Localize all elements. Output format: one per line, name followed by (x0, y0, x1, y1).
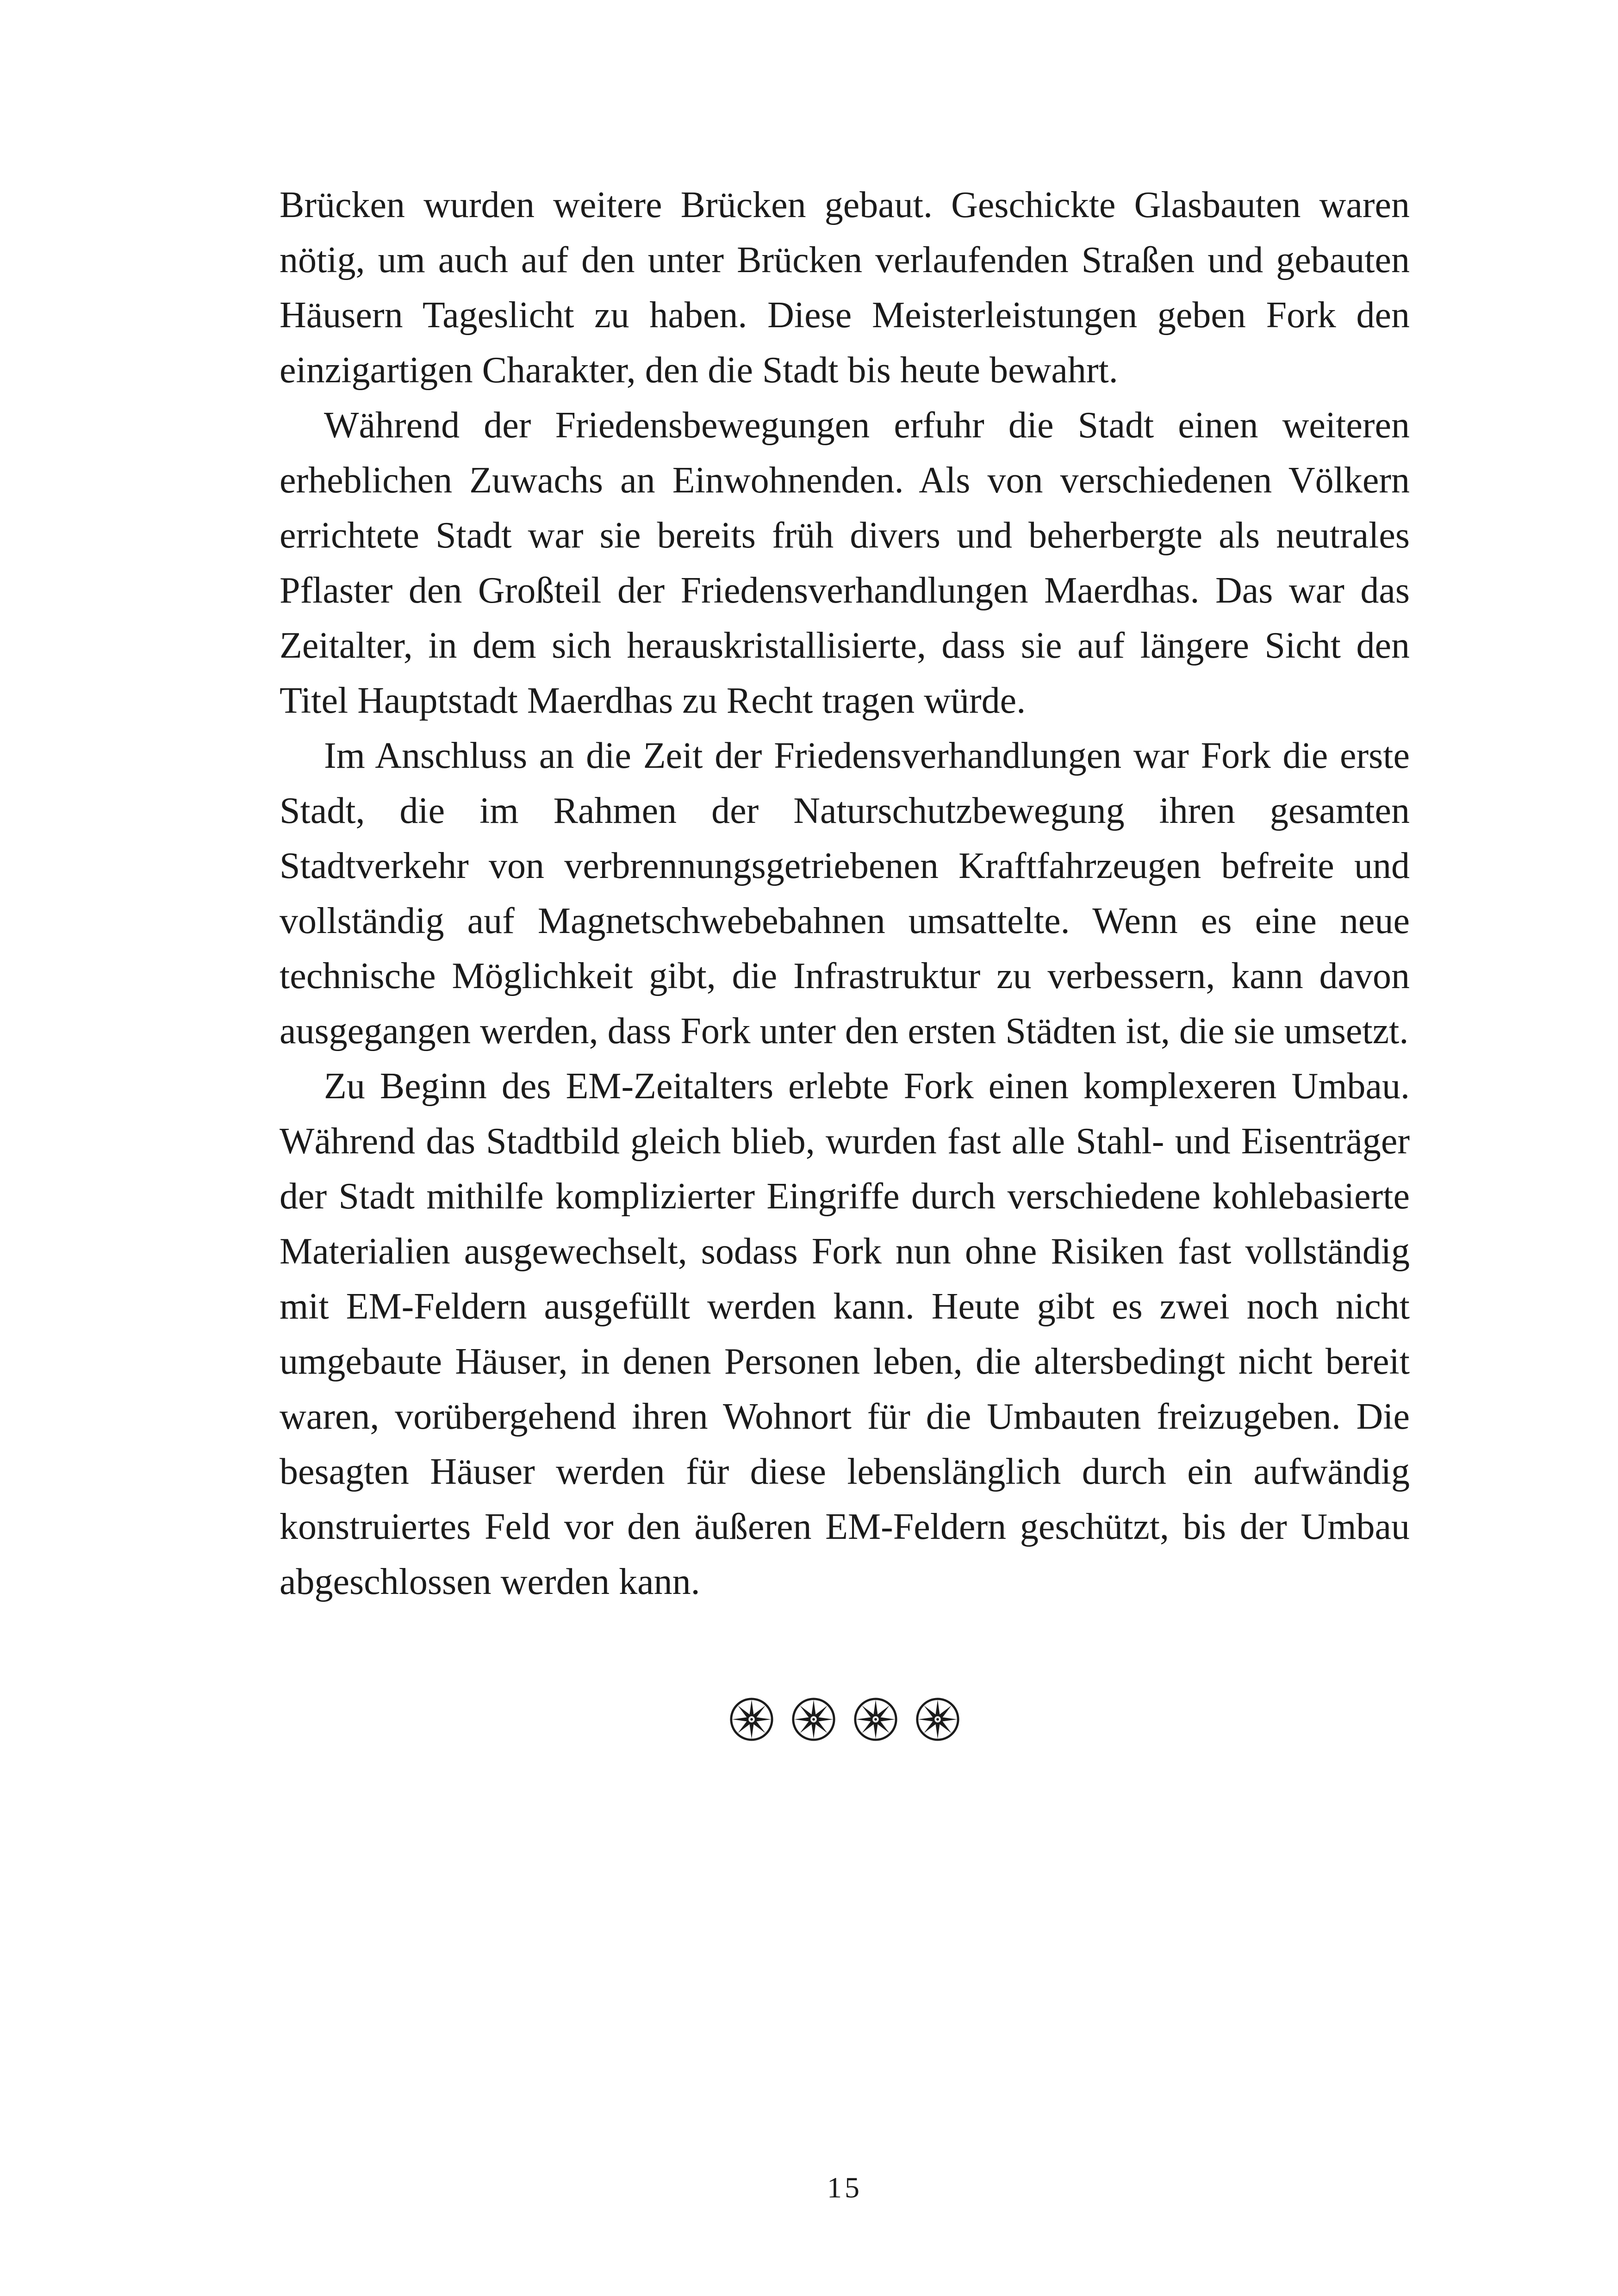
section-divider-ornament-row (280, 1688, 1410, 1743)
page-number: 15 (827, 2171, 862, 2204)
circled-eight-pointed-star-icon (915, 1697, 960, 1742)
circled-eight-pointed-star-icon (791, 1697, 836, 1742)
paragraph: Zu Beginn des EM-Zeitalters erlebte Fork einen komplexeren Umbau. Während das Stadtbild gleich blieb, wurden fast alle Stahl- und Eisenträger der Stadt mithilfe komplizierter Eingriffe durch verschiedene kohlebasierte Materialien ausgewechselt, sodass Fork nun ohne Risiken fast vollständig mit EM-Feldern ausgefüllt werden kann. Heute gibt es zwei noch nicht umgebaute Häuser, in denen Personen leben, die altersbedingt nicht bereit waren, vorübergehend ihren Wohnort für die Umbauten freizugeben. Die besagten Häuser werden für diese lebenslänglich durch ein aufwändig konstruiertes Feld vor den äußeren EM-Feldern geschützt, bis der Umbau abgeschlossen werden kann. (280, 1066, 1410, 1602)
body-text (280, 178, 1410, 1743)
paragraph: Brücken wurden weitere Brücken gebaut. Geschickte Glasbauten waren nötig, um auch auf den unter Brücken verlaufenden Straßen und gebauten Häusern Tageslicht zu haben. Diese Meisterleistungen geben Fork den einzigartigen Charakter, den die Stadt bis heute bewahrt. (280, 185, 1410, 391)
paragraph: Während der Friedensbewegungen erfuhr die Stadt einen weiteren erheblichen Zuwachs an Einwohnenden. Als von verschiedenen Völkern errichtete Stadt war sie bereits früh divers und beherbergte als neutrales Pflaster den Großteil der Friedensverhandlungen Maerdhas. Das war das Zeitalter, in dem sich herauskristallisierte, dass sie auf längere Sicht den Titel Hauptstadt Maerdhas zu Recht tragen würde. (280, 405, 1410, 721)
circled-eight-pointed-star-icon (853, 1697, 898, 1742)
circled-eight-pointed-star-icon (729, 1697, 774, 1742)
paragraph: Im Anschluss an die Zeit der Friedensverhandlungen war Fork die erste Stadt, die im Rahmen der Naturschutzbewegung ihren gesamten Stadtverkehr von verbrennungsgetriebenen Kraftfahrzeugen befreite und vollständig auf Magnetschwebebahnen umsattelte. Wenn es eine neue technische Möglichkeit gibt, die Infrastruktur zu verbessern, kann davon ausgegangen werden, dass Fork unter den ersten Städten ist, die sie umsetzt. (280, 735, 1410, 1052)
